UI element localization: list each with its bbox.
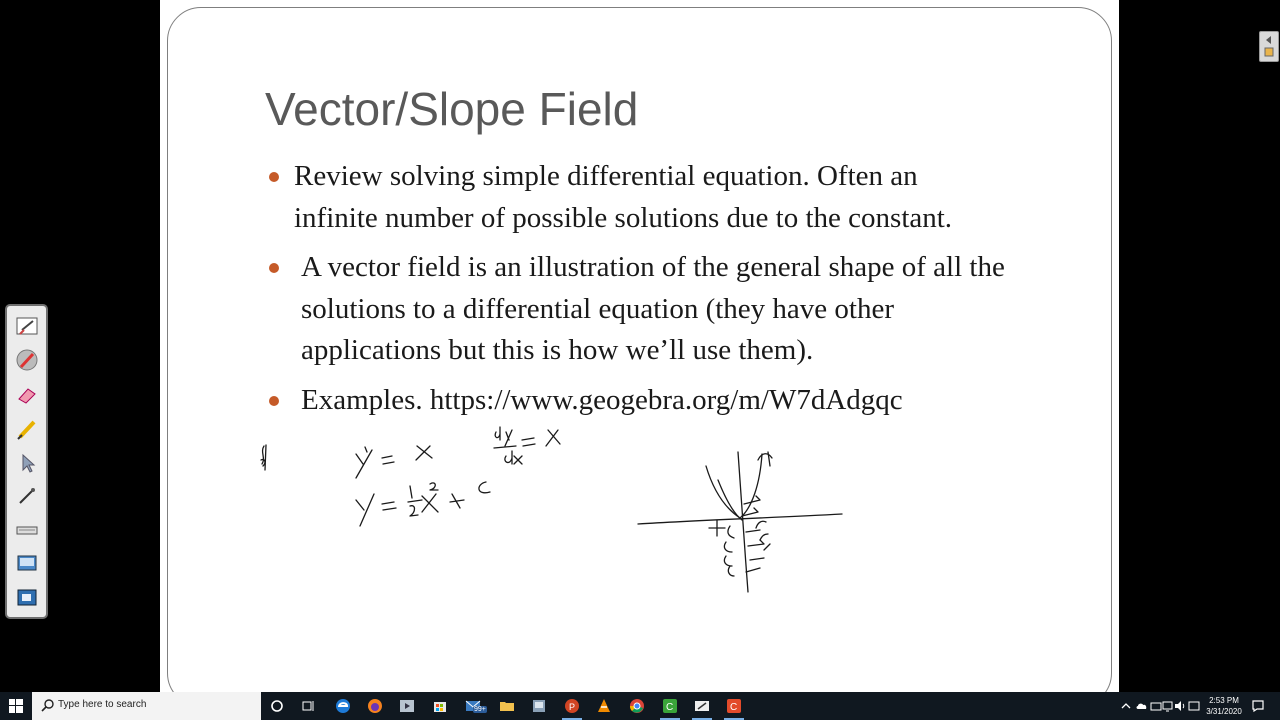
side-panel-handle[interactable] [1259,31,1279,62]
close-icon [16,316,38,338]
search-placeholder: Type here to search [58,699,147,710]
camtasia-icon [662,698,678,714]
task-view-button[interactable] [296,694,322,718]
edge-icon [335,698,351,714]
cortana-icon [270,699,284,713]
svg-text:C: C [666,702,674,713]
expand-icon [1260,32,1278,61]
close-pen-tool-button[interactable] [15,315,39,339]
pointer-icon [16,452,38,474]
camtasia-recorder-button[interactable] [721,694,747,718]
keyboard-icon [16,519,38,541]
eraser-tool-button[interactable] [15,383,39,407]
pointer-tool-button[interactable] [15,451,39,475]
pen-icon [16,349,38,371]
pen-app-icon [694,698,710,714]
screen-tool-button[interactable] [15,552,39,576]
pen-app-button[interactable] [689,694,715,718]
cloud-icon[interactable] [1135,699,1149,713]
eraser-icon [16,384,38,406]
bullet-3-line-1: Examples. https://www.geogebra.org/m/W7dAdgqc [301,384,903,416]
powerpoint-icon [564,698,580,714]
bullet-1-line-2: infinite number of possible solutions due to the constant. [294,202,953,234]
settings-tool-button[interactable] [15,586,39,610]
svg-text:P: P [569,702,576,712]
brush-tool-button[interactable] [15,484,39,508]
store-icon [432,698,448,714]
media-button[interactable] [394,694,420,718]
bullet-marker [269,263,279,273]
firefox-icon [367,698,383,714]
notification-icon[interactable] [1251,699,1265,713]
camtasia-button[interactable] [657,694,683,718]
slide-title: Vector/Slope Field [265,83,639,135]
camtasia-recorder-icon [726,698,742,714]
clock-date: 3/31/2020 [1206,707,1242,716]
search-box[interactable] [32,692,261,720]
store-button[interactable] [427,694,453,718]
svg-text:C: C [730,702,738,713]
bullet-2-line-2: solutions to a differential equation (they have other [301,293,894,325]
windows-icon [9,699,23,713]
media-icon [399,698,415,714]
clock-time: 2:53 PM [1209,696,1239,705]
volume-icon[interactable] [1173,699,1187,713]
file-explorer-button[interactable] [494,694,520,718]
highlighter-icon [16,418,38,440]
vlc-button[interactable] [591,694,617,718]
vlc-icon [596,698,612,714]
taskbar [0,692,1280,720]
clock[interactable] [1200,695,1248,717]
brush-icon [16,485,38,507]
app-icon [531,698,547,714]
bullet-1-line-1: Review solving simple differential equation. Often an [294,160,918,192]
pen-tool-button[interactable] [15,348,39,372]
powerpoint-button[interactable] [559,694,585,718]
screen-icon [16,553,38,575]
highlighter-tool-button[interactable] [15,417,39,441]
start-button[interactable] [0,692,32,720]
keyboard-tool-button[interactable] [15,518,39,542]
pen-toolbar [5,304,48,619]
chrome-button[interactable] [624,694,650,718]
slide-area [160,0,1119,692]
chevron-up-icon[interactable] [1119,699,1133,713]
bullet-marker [269,396,279,406]
file-explorer-icon [499,698,515,714]
settings-icon [16,587,38,609]
search-icon [40,698,56,714]
bullet-2-line-1: A vector field is an illustration of the general shape of all the [301,251,1005,283]
app-button[interactable] [526,694,552,718]
language-icon[interactable] [1187,699,1201,713]
cortana-button[interactable] [264,694,290,718]
mail-badge: 99+ [474,706,486,713]
edge-button[interactable] [330,694,356,718]
task-view-icon [302,699,316,713]
bullet-marker [269,172,279,182]
chrome-icon [629,698,645,714]
firefox-button[interactable] [362,694,388,718]
bullet-2-line-3: applications but this is how we’ll use them). [301,334,814,366]
mail-button[interactable] [461,694,487,718]
